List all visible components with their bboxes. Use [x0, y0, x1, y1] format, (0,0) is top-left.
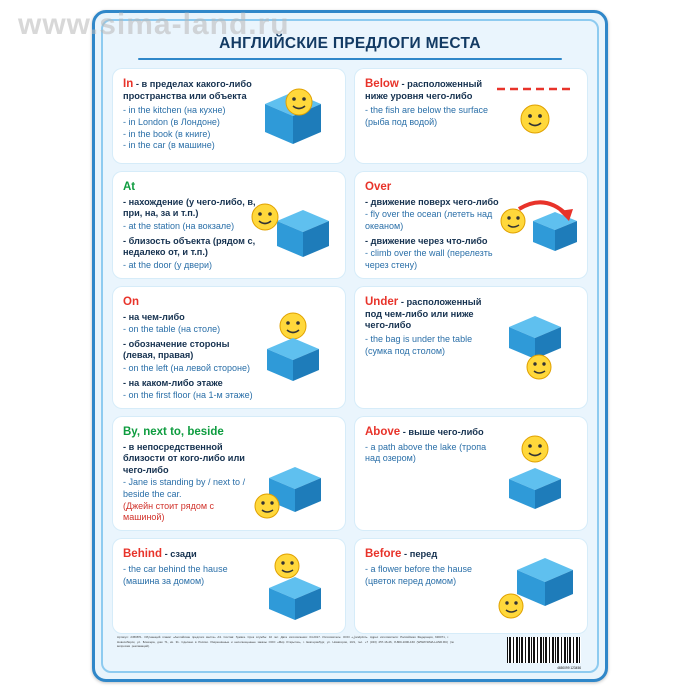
example: - on the first floor (на 1-м этаже): [123, 390, 253, 401]
example: - in London (в Лондоне): [123, 117, 220, 128]
watermark: www.sima-land.ru: [18, 8, 290, 41]
cube-smiley-under-icon: [489, 309, 581, 385]
footer: [117, 635, 583, 670]
example: - at the station (на вокзале): [123, 220, 235, 231]
cube-smiley-on-top-icon: [247, 309, 339, 385]
example: (Джейн стоит рядом с машиной): [123, 500, 215, 523]
heading-in: - в пределах какого-либо пространства или объекта: [123, 79, 252, 102]
keyword-on: On: [123, 295, 139, 308]
keyword-in: In: [123, 78, 134, 90]
example: - in the book (в книге): [123, 128, 211, 139]
example: - in the car (в машине): [123, 140, 215, 151]
bold-line: - движение поверх чего-либо: [365, 196, 499, 207]
keyword-under: Under: [365, 295, 399, 308]
example: - the car behind the hause (машина за домом): [123, 564, 228, 586]
card-on: [113, 287, 345, 408]
bold-line: - обозначение стороны (левая, правая): [123, 338, 230, 361]
card-under: [355, 287, 587, 408]
example: - climb over the wall (перелезть через стену): [365, 248, 493, 271]
card-at: [113, 172, 345, 278]
bold-line: - в непосредственной близости от кого-либо или чего-либо: [123, 441, 245, 475]
cube-smiley-behind-icon: [247, 548, 339, 624]
fine-print: Артикул: 2456871. Обучающий плакат «Английские предлоги места» А3. Состав: бумага. Срок службы: 10 лет. Дата изготовления: 04.2017. Изготовитель: ООО «لandprint». Адрес изготовителя: Российская Федерация, 630071, г. Новосибирск, ул. Блюхера, дом 71, кв. 31. Сделано в России. Разрешённые и неполноценные заказы ООО «Мир Открыток», г. Екатеринбург, ул. Новаторов, 10/1, тел. +7 (343) 257-16-46, 8-800-1000-160 (WWW.SIMA-LAND.RU) (по вопросам рекламаций).: [117, 635, 455, 648]
keyword-below: Below: [365, 78, 399, 90]
card-behind: [113, 539, 345, 633]
barcode-number: 4650099 123456: [557, 666, 581, 670]
barcode: [507, 637, 581, 663]
keyword-over: Over: [365, 180, 392, 193]
heading-below: - расположенный ниже уровня чего-либо: [365, 79, 483, 102]
example: - the fish are below the surface (рыба под водой): [365, 105, 489, 128]
cube-smiley-next-to-icon: [247, 448, 339, 524]
keyword-by-next-to-beside: By, next to, beside: [123, 425, 224, 438]
keyword-at: At: [123, 180, 136, 193]
card-before: [355, 539, 587, 633]
bold-line: - на каком-либо этаже: [123, 377, 223, 388]
page-title: АНГЛИЙСКИЕ ПРЕДЛОГИ МЕСТА: [219, 35, 481, 52]
card-below: [355, 69, 587, 163]
example: - on the table (на столе): [123, 324, 221, 335]
example: - fly over the ocean (лететь над океаном): [365, 209, 493, 232]
cards-grid: [113, 69, 587, 633]
card-over: [355, 172, 587, 278]
heading-before: - перед: [404, 549, 438, 560]
bold-line: - на чем-либо: [123, 311, 185, 322]
card-by-next-to-beside: [113, 417, 345, 530]
dashed-line-smiley-below-icon: [489, 77, 581, 153]
keyword-before: Before: [365, 548, 402, 561]
example: - at the door (у двери): [123, 259, 212, 270]
heading-above: - выше чего-либо: [402, 426, 484, 437]
example: - Jane is standing by / next to / beside the car.: [123, 477, 246, 499]
cube-smiley-inside-icon: [247, 78, 339, 154]
card-in: [113, 69, 345, 163]
poster: [92, 10, 608, 682]
example: - the bag is under the table (сумка под столом): [365, 334, 473, 357]
heading-behind: - сзади: [164, 549, 197, 560]
bold-line: - близость объекта (рядом с, недалеко от, и т.п.): [123, 235, 256, 258]
example: - in the kitchen (на кухне): [123, 105, 226, 116]
bold-line: - движение через что-либо: [365, 235, 488, 246]
title-divider: [138, 58, 563, 60]
card-above: [355, 417, 587, 530]
keyword-behind: Behind: [123, 548, 162, 561]
poster-inner-frame: [101, 19, 599, 673]
example: - on the left (на левой стороне): [123, 362, 250, 373]
example: - a path above the lake (тропа над озером): [365, 441, 487, 464]
cube-smiley-above-icon: [489, 435, 581, 511]
example: - a flower before the hause (цветок перед домом): [365, 564, 473, 586]
keyword-above: Above: [365, 425, 401, 438]
heading-under: - расположенный под чем-либо или ниже чего-либо: [365, 296, 482, 331]
cube-smiley-before-icon: [489, 548, 581, 624]
bold-line: - нахождение (у чего-либо, в, при, на, за и т.п.): [123, 196, 256, 219]
